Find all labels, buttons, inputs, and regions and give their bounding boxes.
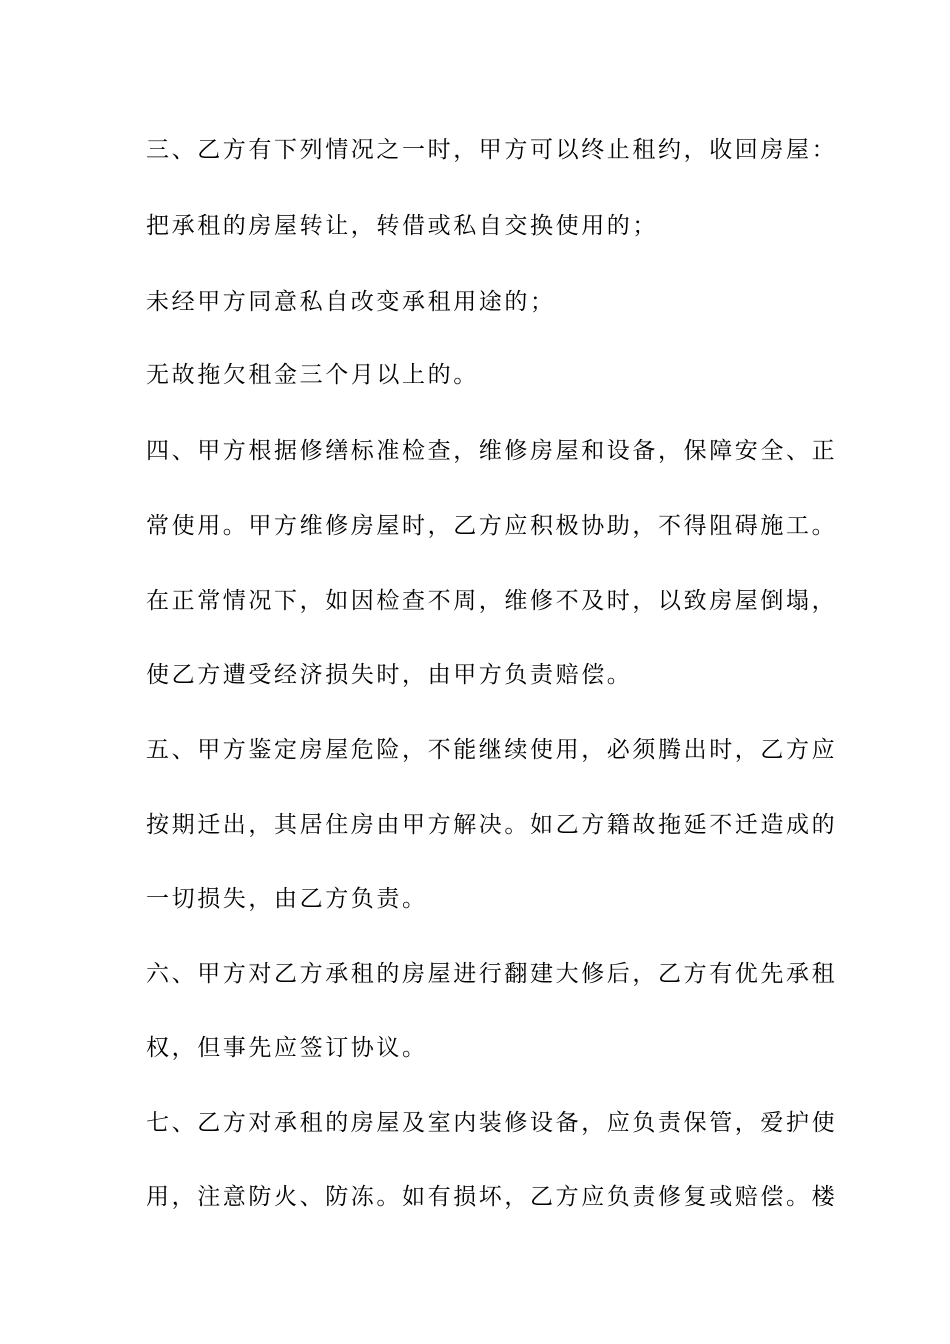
text-line: 把承租的房屋转让，转借或私自交换使用的； xyxy=(146,213,658,239)
text-line: 在正常情况下，如因检查不周，维修不及时，以致房屋倒塌， xyxy=(146,588,838,614)
text-line: 一切损失，由乙方负责。 xyxy=(146,886,428,912)
text-line: 使乙方遭受经济损失时，由甲方负责赔偿。 xyxy=(146,662,633,688)
text-line: 七、乙方对承租的房屋及室内装修设备，应负责保管，爱护使 xyxy=(146,1110,838,1136)
text-line: 常使用。甲方维修房屋时，乙方应积极协助，不得阻碍施工。 xyxy=(146,513,838,539)
text-line: 无故拖欠租金三个月以上的。 xyxy=(146,362,479,388)
text-line: 未经甲方同意私自改变承租用途的； xyxy=(146,289,556,315)
text-line: 六、甲方对乙方承租的房屋进行翻建大修后，乙方有优先承租 xyxy=(146,961,838,987)
text-line: 按期迁出，其居住房由甲方解决。如乙方籍故拖延不迁造成的 xyxy=(146,812,838,838)
text-line: 用，注意防火、防冻。如有损坏，乙方应负责修复或赔偿。楼 xyxy=(146,1184,838,1210)
text-line: 五、甲方鉴定房屋危险，不能继续使用，必须腾出时，乙方应 xyxy=(146,737,838,763)
text-line: 三、乙方有下列情况之一时，甲方可以终止租约，收回房屋： xyxy=(146,137,838,163)
text-line: 四、甲方根据修缮标准检查，维修房屋和设备，保障安全、正 xyxy=(146,438,838,464)
text-line: 权，但事先应签订协议。 xyxy=(146,1035,428,1061)
